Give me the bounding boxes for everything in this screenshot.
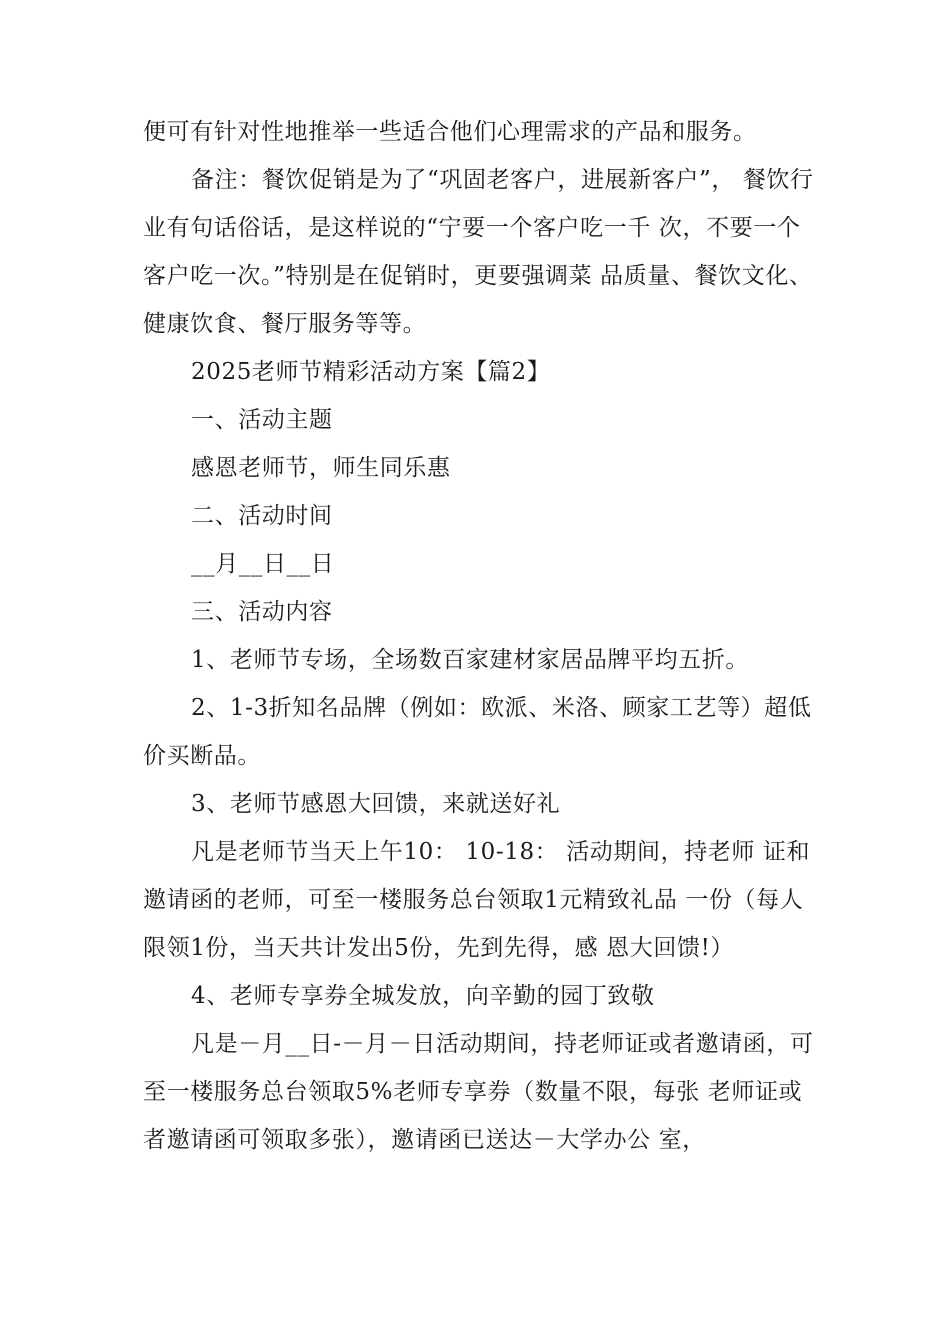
- content-item-2: 2、1-3折知名品牌（例如：欧派、米洛、顾家工艺等）超低价买断品。: [143, 695, 812, 769]
- content-item-4: 4、老师专享券全城发放，向辛勤的园丁致敬: [191, 983, 655, 1009]
- section-title: 2025老师节精彩活动方案【篇2】: [191, 359, 551, 385]
- content-item-3: 3、老师节感恩大回馈，来就送好礼: [191, 791, 561, 817]
- document-body: [143, 108, 823, 1164]
- theme-text: 感恩老师节，师生同乐惠: [191, 455, 451, 481]
- content-item-3-detail: 凡是老师节当天上午10： 10-18： 活动期间，持老师 证和邀请函的老师，可至一楼服务总台领取1元精致礼品 一份（每人限领1份，当天共计发出5份，先到先得，感 恩大回馈!）: [143, 839, 811, 961]
- content-item-4-detail: 凡是－月__日-－月－日活动期间，持老师证或者邀请函，可至一楼服务总台领取5%老师专享券（数量不限，每张 老师证或者邀请函可领取多张），邀请函已送达－大学办公 室，: [143, 1031, 814, 1153]
- paragraph-note: 备注：餐饮促销是为了“巩固老客户，进展新客户”， 餐饮行业有句话俗话，是这样说的“宁要一个客户吃一千 次，不要一个客户吃一次。”特别是在促销时，更要强调菜 品质量、餐饮文化、健康饮食、餐厅服务等等。: [143, 167, 814, 337]
- time-text: __月__日__日: [191, 551, 335, 577]
- heading-time: 二、活动时间: [191, 503, 333, 529]
- content-item-1: 1、老师节专场，全场数百家建材家居品牌平均五折。: [191, 647, 750, 673]
- heading-theme: 一、活动主题: [191, 407, 333, 433]
- paragraph-1: 便可有针对性地推举一些适合他们心理需求的产品和服务。: [143, 119, 757, 145]
- heading-content: 三、活动内容: [191, 599, 333, 625]
